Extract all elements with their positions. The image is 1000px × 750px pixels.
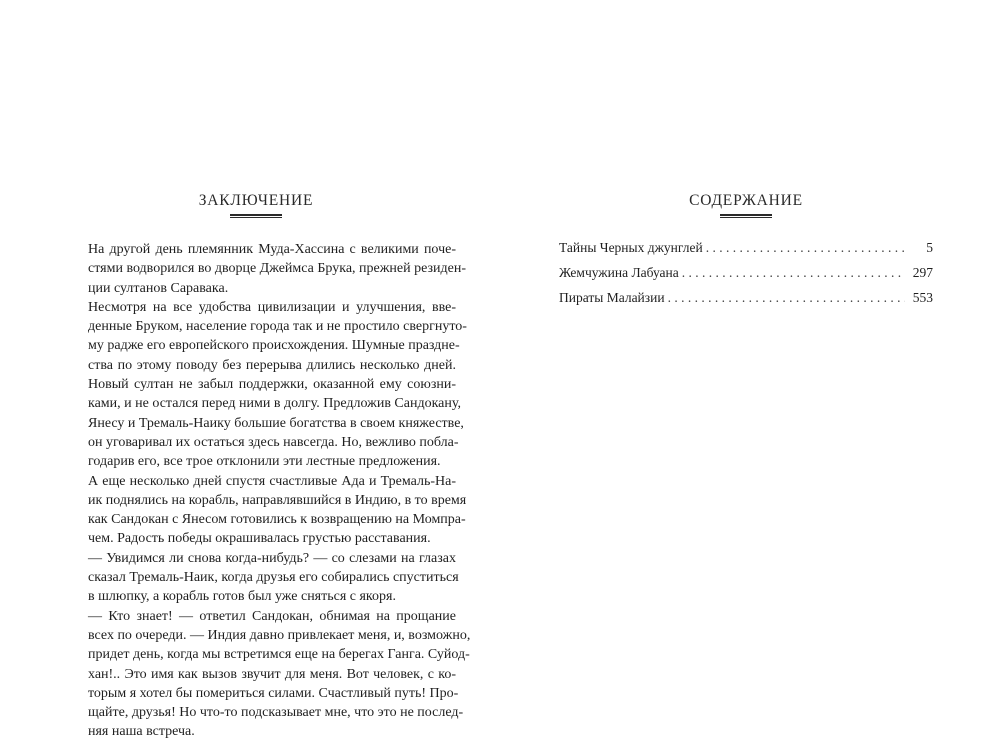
- text-line: — Увидимся ли снова когда-нибудь? — со слезами на глазах: [88, 550, 456, 566]
- text-line: в шлюпку, а корабль готов был уже сняться с якоря.: [88, 589, 396, 605]
- text-line: Янесу и Тремаль-Наику большие богатства в своем княжестве,: [88, 415, 464, 431]
- toc-leader-dots: [706, 240, 905, 256]
- text-line: А еще несколько дней спустя счастливые Ада и Тремаль-На-: [88, 473, 456, 489]
- toc-entry-title: Жемчужина Лабуана: [559, 265, 682, 281]
- text-line: Новый султан не забыл поддержки, оказанной ему союзни-: [88, 377, 456, 393]
- toc-entry-page: 553: [912, 290, 933, 305]
- text-line: няя наша встреча.: [88, 724, 195, 740]
- text-line: му радже его европейского происхождения. Шумные праздне-: [88, 338, 460, 354]
- text-line: хан!.. Это имя как вызов звучит для меня. Вот человек, с ко-: [88, 666, 456, 682]
- table-of-contents: [559, 240, 933, 315]
- text-line: ками, и не остался перед ними в долгу. Предложив Сандокану,: [88, 396, 461, 412]
- text-line: ства по этому поводу без перерыва длились несколько дней.: [88, 357, 456, 373]
- heading-rule: [230, 214, 282, 218]
- text-line: Несмотря на все удобства цивилизации и улучшения, вве-: [88, 299, 456, 315]
- text-line: щайте, друзья! Но что-то подсказывает мне, что это не послед-: [88, 705, 464, 721]
- toc-entry[interactable]: [559, 240, 933, 265]
- right-page: [500, 0, 1000, 750]
- text-line: торым я хотел бы помериться силами. Счастливый путь! Про-: [88, 685, 459, 701]
- toc-leader-dots: [682, 265, 905, 281]
- toc-entry[interactable]: [559, 265, 933, 290]
- toc-leader-dots: [668, 290, 905, 306]
- toc-entry-title: Пираты Малайзии: [559, 290, 668, 306]
- conclusion-heading: ЗАКЛЮЧЕНИЕ: [198, 192, 314, 209]
- text-line: На другой день племянник Муда-Хассина с великими поче-: [88, 242, 456, 257]
- text-line: чем. Радость победы окрашивалась грустью расставания.: [88, 531, 431, 547]
- toc-entry-page: 5: [926, 240, 933, 255]
- toc-entry-title: Тайны Черных джунглей: [559, 240, 706, 256]
- toc-entry-page: 297: [912, 265, 933, 280]
- heading-rule: [720, 214, 772, 218]
- text-line: денные Бруком, население города так и не простило свергнуто-: [88, 319, 467, 335]
- toc-entry[interactable]: [559, 290, 933, 315]
- text-line: ик поднялись на корабль, направлявшийся в Индию, в то время: [88, 492, 467, 508]
- text-line: — Кто знает! — ответил Сандокан, обнимая на прощание: [88, 608, 456, 624]
- contents-heading: СОДЕРЖАНИЕ: [689, 192, 803, 209]
- text-line: как Сандокан с Янесом готовились к возвращению на Момпра-: [88, 512, 466, 528]
- text-line: стями водворился во дворце Джеймса Брука, прежней резиден-: [88, 261, 467, 277]
- text-line: ции султанов Саравака.: [88, 280, 229, 296]
- text-line: он уговаривал их остаться здесь навсегда. Но, вежливо побла-: [88, 434, 459, 450]
- text-line: годарив его, все трое отклонили эти лестные предложения.: [88, 454, 441, 470]
- conclusion-text: [88, 240, 471, 742]
- text-line: придет день, когда мы встретимся еще на берегах Ганга. Суйод-: [88, 647, 470, 663]
- text-line: всех по очереди. — Индия давно привлекает меня, и, возможно,: [88, 627, 471, 643]
- text-line: сказал Тремаль-Наик, когда друзья его собирались спуститься: [88, 570, 459, 586]
